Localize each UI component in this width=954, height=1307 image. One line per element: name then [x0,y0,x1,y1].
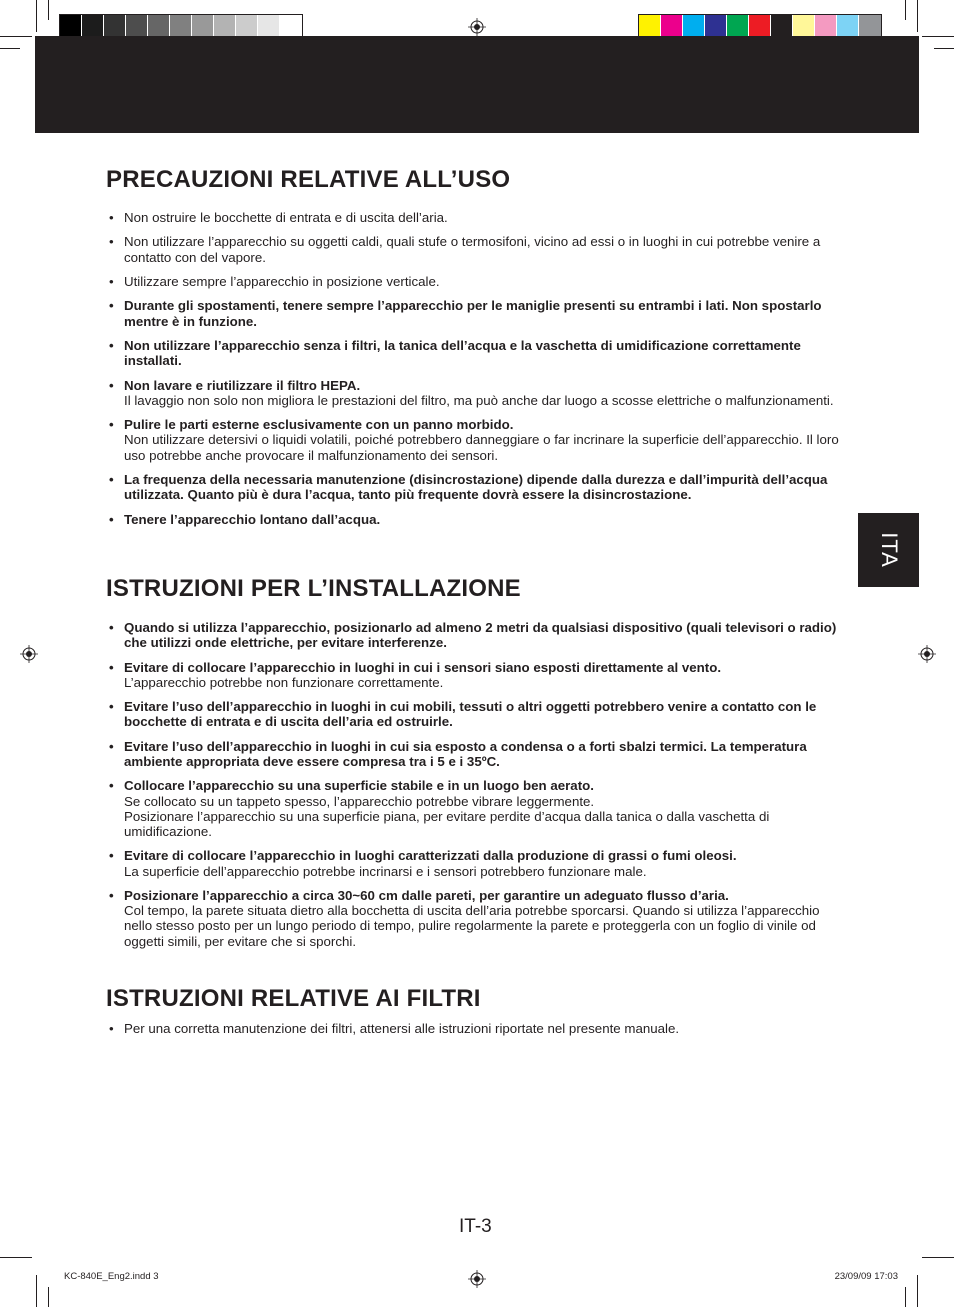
list-item [106,778,851,839]
crop-mark [922,1257,954,1258]
color-swatch [727,15,749,38]
color-swatch [126,15,148,38]
file-slug: KC-840E_Eng2.indd 3 [64,1271,159,1282]
list-item-text: • Utilizzare sempre l’apparecchio in posizione verticale. [124,273,440,289]
page-number: IT-3 [459,1216,492,1237]
list-item [106,660,851,690]
list-item-text: Non utilizzare detersivi o liquidi volatili, poiché potrebbero danneggiare o far incrinare la superficie dell’apparecchio. Il loro uso potrebbe anche provocare il malfunzionamento dei sensori. [124,432,839,463]
list-item-bold-text: • Evitare di collocare l’apparecchio in luoghi in cui i sensori siano esposti direttamente al vento. [124,659,722,675]
list-item-text: La superficie dell’apparecchio potrebbe incrinarsi e i sensori potrebbero funzionare male. [124,863,647,879]
section-title-filters: ISTRUZIONI RELATIVE AI FILTRI [106,985,481,1012]
crop-mark [48,0,49,20]
list-item [106,848,851,878]
color-swatch [793,15,815,38]
registration-mark-icon [468,18,486,36]
list-item [106,620,851,650]
list-item [106,274,851,289]
list-item [106,512,851,527]
color-swatch [258,15,280,38]
crop-mark [36,0,37,32]
crop-mark [917,0,918,32]
color-swatch [170,15,192,38]
section-title-installation: ISTRUZIONI PER L’INSTALLAZIONE [106,575,521,602]
color-swatch [82,15,104,38]
color-swatch [683,15,705,38]
list-item [106,417,851,463]
filter-instructions-list [106,1021,851,1045]
color-swatch [280,15,302,38]
header-band [35,36,919,133]
list-item-bold-text: • Durante gli spostamenti, tenere sempre l’apparecchio per le maniglie presenti su entrambi i lati. Non spostarlo mentre è in funzione. [124,298,822,329]
list-item [106,338,851,368]
list-item [106,888,851,949]
list-item-text: Se collocato su un tappeto spesso, l’apparecchio potrebbe vibrare leggermente. [124,793,595,809]
list-item-bold-text: • Pulire le parti esterne esclusivamente con un panno morbido. [124,417,514,433]
registration-mark-icon [20,645,38,663]
color-swatch [148,15,170,38]
list-item-bold-text: • Non utilizzare l’apparecchio senza i filtri, la tanica dell’acqua e la vaschetta di umidificazione correttamente installati. [124,337,801,369]
usage-precautions-list [106,210,851,536]
list-item [106,1021,851,1036]
list-item-text: Col tempo, la parete situata dietro alla bocchetta di uscita dell’aria potrebbe sporcarsi. Quando si utilizza l’apparecchio nello stesso posto per un lungo periodo di tempo, pulire regolarmente la parete e proteggerla con un foglio di vinile od oggetti simili, per evitare che si sporchi. [124,903,820,949]
crop-mark [922,36,954,37]
list-item-text: • Non ostruire le bocchette di entrata e di uscita dell’aria. [124,210,448,225]
installation-instructions-list [106,620,851,958]
color-swatch [192,15,214,38]
list-item [106,378,851,408]
crop-mark [0,1257,32,1258]
list-item-text: • Per una corretta manutenzione dei filtri, attenersi alle istruzioni riportate nel presente manuale. [124,1021,680,1036]
crop-mark [0,36,32,37]
list-item-text: • Non utilizzare l’apparecchio su oggetti caldi, quali stufe o termosifoni, vicino ad essi o in luoghi in cui potrebbe venire a contatto con del vapore. [124,234,821,265]
list-item [106,210,851,225]
color-swatch [815,15,837,38]
crop-mark [905,1287,906,1307]
color-swatch [859,15,881,38]
crop-mark [934,48,954,49]
crop-mark [36,1275,37,1307]
list-item [106,472,851,502]
list-item [106,739,851,769]
language-tab [858,513,919,587]
registration-mark-icon [918,645,936,663]
list-item-bold-text: • Evitare l’uso dell’apparecchio in luoghi in cui sia esposto a condensa o a forti sbalzi termici. La temperatura ambiente appropriata deve essere compresa tra i 5 e i 35ºC. [124,738,807,769]
list-item-text: L’apparecchio potrebbe non funzionare correttamente. [124,674,444,690]
list-item-bold-text: • Non lavare e riutilizzare il filtro HEPA. [124,377,361,393]
color-swatch [661,15,683,38]
crop-mark [905,0,906,20]
crop-mark [0,48,20,49]
date-slug: 23/09/09 17:03 [834,1271,898,1282]
list-item-bold-text: • Collocare l’apparecchio su una superficie stabile e in un luogo ben aerato. [124,778,594,794]
list-item-bold-text: • La frequenza della necessaria manutenzione (disincrostazione) dipende dalla durezza e dall’impurità dell’acqua utilizzata. Quanto più è dura l’acqua, tanto più frequente dovrà essere la disincrostazione. [124,471,828,503]
list-item-text: Il lavaggio non solo non migliora le prestazioni del filtro, ma può anche dar luogo a scosse elettriche o malfunzionamenti. [124,392,834,408]
list-item-bold-text: • Evitare di collocare l’apparecchio in luoghi caratterizzati dalla produzione di grassi o fumi oleosi. [124,848,737,864]
color-swatch [771,15,793,38]
crop-mark [48,1287,49,1307]
crop-mark [917,1275,918,1307]
color-swatch [705,15,727,38]
list-item-bold-text: • Quando si utilizza l’apparecchio, posizionarlo ad almeno 2 metri da qualsiasi dispositivo (quali televisori o radio) che utilizzi onde elettriche, per evitare interferenze. [124,620,837,651]
color-swatch [837,15,859,38]
color-swatch [60,15,82,38]
section-title-usage-precautions: PRECAUZIONI RELATIVE ALL’USO [106,166,511,193]
list-item-bold-text: • Tenere l’apparecchio lontano dall’acqua. [124,511,381,527]
color-swatch [214,15,236,38]
list-item-bold-text: • Evitare l’uso dell’apparecchio in luoghi in cui mobili, tessuti o altri oggetti potrebbero venire a contatto con le bocchette di entrata e di uscita dell’aria ed ostruirle. [124,699,817,730]
color-swatch [236,15,258,38]
color-swatch [104,15,126,38]
registration-mark-icon [468,1270,486,1288]
list-item-text: Posizionare l’apparecchio su una superficie piana, per evitare perdite d’acqua dalla tanica o dalla vaschetta di umidificazione. [124,808,770,839]
language-tab-label: ITA [876,532,902,568]
color-swatch [639,15,661,38]
list-item [106,699,851,729]
list-item-bold-text: • Posizionare l’apparecchio a circa 30~60 cm dalle pareti, per garantire un adeguato flusso d’aria. [124,887,729,903]
list-item [106,298,851,328]
color-swatch [749,15,771,38]
list-item [106,234,851,264]
